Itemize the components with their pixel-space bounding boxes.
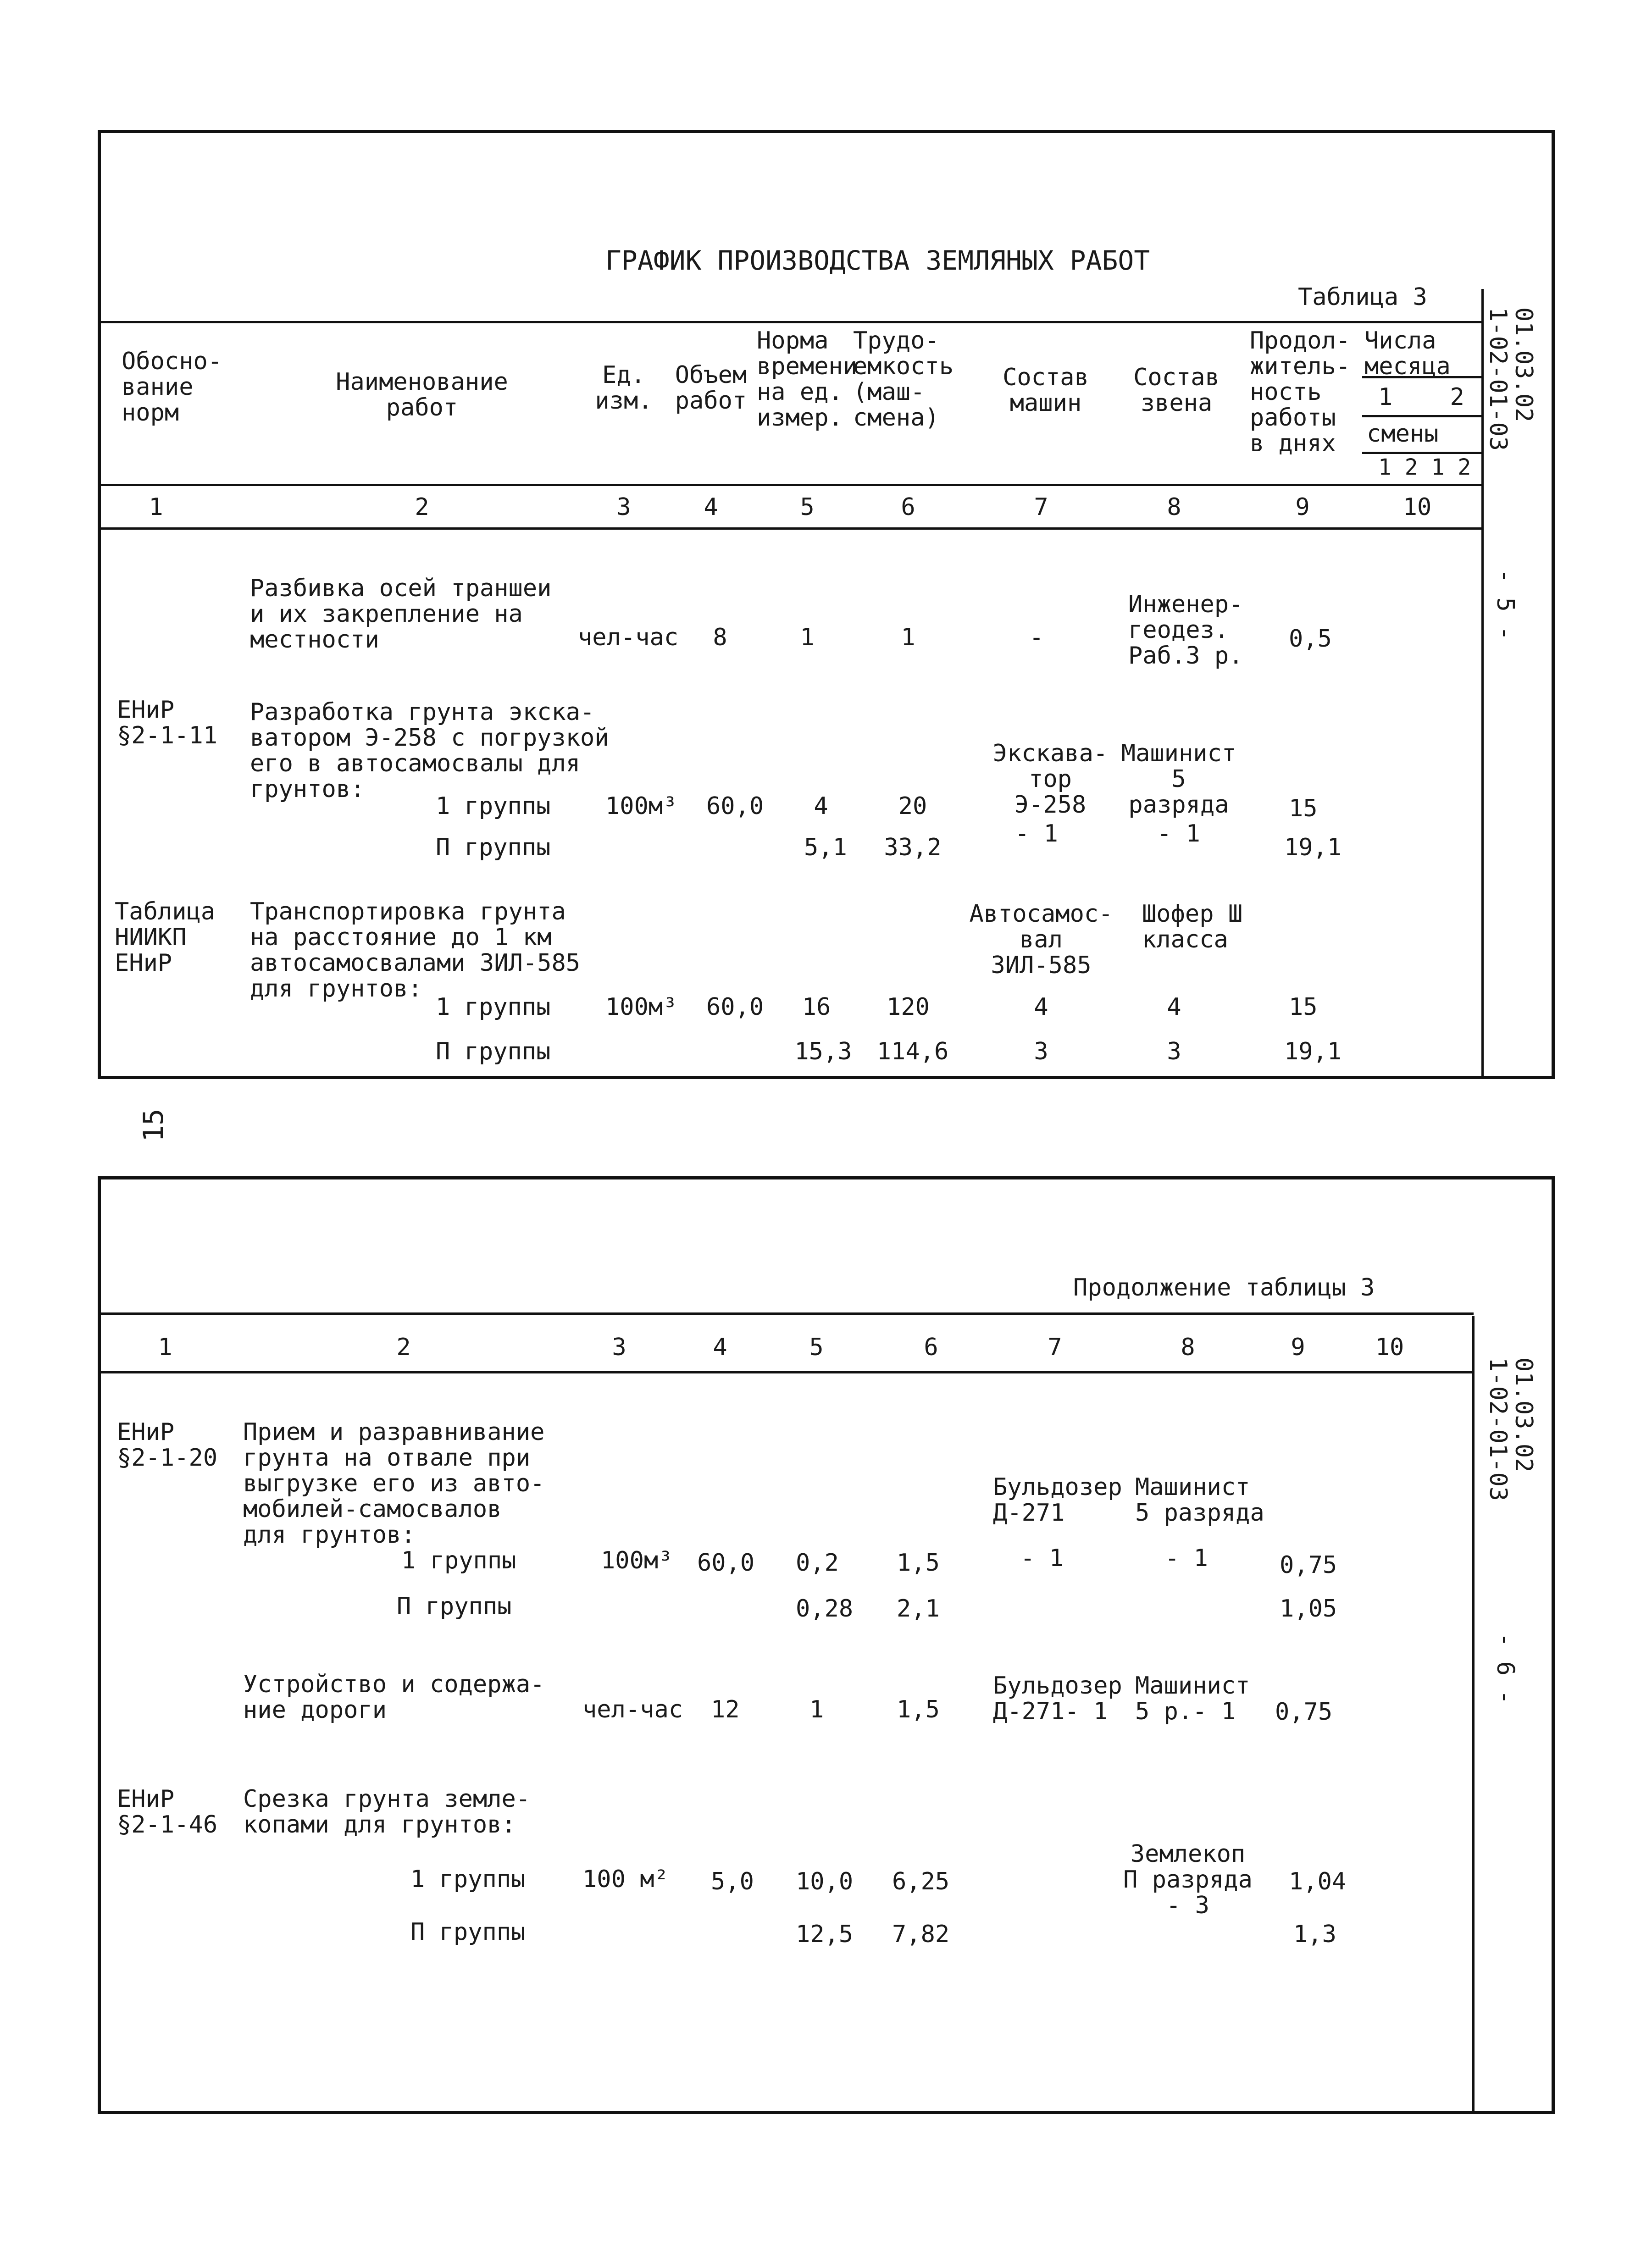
table2-row3-name: Срезка грунта земле- копами для грунтов: — [243, 1785, 531, 1838]
table2-row2-machines: Бульдозер Д-271- 1 — [993, 1672, 1122, 1725]
table1-row2-sub2-crew: - 1 — [1157, 820, 1200, 847]
table1-row3-basis: Таблица НИИКП ЕНиР — [115, 898, 216, 977]
table1-header-duration: Продол- житель- ность работы в днях — [1250, 327, 1351, 457]
table1-row3-sub2-norm: 15,3 — [794, 1038, 852, 1065]
table2-header-top-line — [98, 1312, 1474, 1315]
table2-row3-sub2-norm: 12,5 — [796, 1921, 854, 1948]
table1-colnum-6: 6 — [901, 493, 915, 521]
table2-row3-sub1-unit: 100 м² — [582, 1866, 669, 1893]
table1-row2-sub2-machines: - 1 — [1015, 820, 1058, 847]
table1-title: ГРАФИК ПРОИЗВОДСТВА ЗЕМЛЯНЫХ РАБОТ — [605, 245, 1150, 276]
table1-row2-sub1-norm: 4 — [814, 792, 828, 820]
table1-row3-sub1-norm: 16 — [802, 993, 831, 1021]
table1-header-shift-numbers: 1 2 1 2 — [1378, 454, 1471, 480]
table2-row1-sub2-duration: 1,05 — [1280, 1595, 1337, 1622]
table1-row3-sub2-duration: 19,1 — [1284, 1038, 1342, 1065]
table1-row3-sub1-volume: 60,0 — [706, 993, 764, 1021]
table2-colnum-1: 1 — [158, 1334, 172, 1361]
table2-colnum-9: 9 — [1291, 1334, 1305, 1361]
table1-colnum-2: 2 — [415, 493, 429, 521]
table1-row2-sub2-labor: 33,2 — [884, 834, 942, 861]
table1-colnum-7: 7 — [1034, 493, 1048, 521]
table2-row1-name: Прием и разравнивание грунта на отвале при выгрузке его из авто- мобилей-самосвалов для грунтов: — [243, 1418, 545, 1549]
table2-colnum-4: 4 — [713, 1334, 727, 1361]
table2-row1-sub1-volume: 60,0 — [697, 1549, 755, 1577]
table1-colnum-8: 8 — [1167, 493, 1181, 521]
table1-colnum-9: 9 — [1295, 493, 1310, 521]
table1-row2-basis: ЕНиР §2-1-11 — [117, 696, 218, 749]
table2-row2-norm: 1 — [809, 1696, 824, 1723]
table2-colnum-3: 3 — [612, 1334, 626, 1361]
table2-row1-sub1-norm: 0,2 — [796, 1549, 839, 1577]
table1-row3-sub1-labor: 120 — [887, 993, 930, 1021]
table2-row3-sub1-group: 1 группы — [410, 1866, 526, 1893]
table1-row3-sub2-labor: 114,6 — [876, 1038, 949, 1065]
table1-row2-crew: Машинист 5 разряда — [1121, 740, 1236, 819]
table2-row2-volume: 12 — [711, 1696, 740, 1723]
table1-header-days-of-month: Числа месяца — [1364, 327, 1451, 380]
table2-row3-sub1-volume: 5,0 — [711, 1868, 754, 1895]
table1-row2-sub1-labor: 20 — [898, 792, 927, 820]
table2-row1-sub2-norm: 0,28 — [796, 1595, 854, 1622]
table1-header-crew: Состав звена — [1133, 364, 1220, 417]
table2-row2-unit: чел-час — [582, 1696, 683, 1723]
table1-row2-sub1-duration: 15 — [1289, 795, 1318, 822]
table1-header-labor: Трудо- емкость (маш- смена) — [853, 327, 954, 432]
table1-row3-sub1-group: 1 группы — [436, 993, 551, 1021]
table1-row1-unit: чел-час — [578, 624, 679, 651]
table2-side-page: - 6 - — [1491, 1633, 1519, 1705]
table1-row1-norm: 1 — [800, 624, 815, 651]
table2-row1-sub1-group: 1 группы — [401, 1547, 516, 1574]
table2-row1-basis: ЕНиР §2-1-20 — [117, 1418, 218, 1472]
table2-row3-sub1-norm: 10,0 — [796, 1868, 854, 1895]
table2-row1-crew: Машинист 5 разряда — [1135, 1473, 1264, 1527]
table2-row1-sub1-unit: 100м³ — [601, 1547, 673, 1574]
table1-row1-crew: Инженер- геодез. Раб.3 р. — [1128, 591, 1243, 670]
table2-row1-sub1-machines: - 1 — [1020, 1545, 1064, 1572]
table1-colnum-5: 5 — [800, 493, 815, 521]
table1-header-machines: Состав машин — [1003, 364, 1089, 417]
table2-row1-sub1-labor: 1,5 — [897, 1549, 940, 1577]
table1-shifts-line — [1362, 415, 1483, 417]
table1-row1-name: Разбивка осей траншеи и их закрепление на местности — [250, 575, 552, 653]
table1-row3-sub1-duration: 15 — [1289, 993, 1318, 1021]
table1-right-border-line — [1481, 289, 1484, 1079]
table2-row3-basis: ЕНиР §2-1-46 — [117, 1785, 218, 1838]
table1-row1-machines: - — [1029, 624, 1044, 651]
table1-row2-sub2-duration: 19,1 — [1284, 834, 1342, 861]
table1-header-basis: Обосно- вание норм — [122, 348, 222, 426]
table2-row1-sub1-crew: - 1 — [1165, 1545, 1208, 1572]
table2-row3-sub2-duration: 1,3 — [1293, 1921, 1336, 1948]
table1-row2-machines: Экскава- тор Э-258 — [992, 740, 1108, 819]
table1-side-page: - 5 - — [1491, 569, 1519, 641]
table2-row3-sub1-duration: 1,04 — [1289, 1868, 1347, 1895]
table1-row2-sub2-group: П группы — [436, 834, 551, 861]
table1-row2-sub2-norm: 5,1 — [804, 834, 847, 861]
table2-colnum-10: 10 — [1375, 1334, 1404, 1361]
table1-row3-crew: Шофер Ш класса — [1142, 900, 1243, 953]
table1-label: Таблица 3 — [1298, 283, 1427, 311]
table1-row3-sub2-group: П группы — [436, 1038, 551, 1065]
table1-row2-sub1-group: 1 группы — [436, 792, 551, 820]
table1-row3-sub1-crew: 4 — [1167, 993, 1181, 1021]
table1-row3-sub1-unit: 100м³ — [605, 993, 677, 1021]
table2-row3-sub2-group: П группы — [410, 1918, 526, 1946]
table2-frame — [98, 1176, 1555, 2114]
table2-side-code: 01.03.02 1-02-01-03 — [1484, 1357, 1537, 1501]
table2-row1-sub2-group: П группы — [397, 1593, 512, 1620]
table1-row3-sub1-machines: 4 — [1034, 993, 1048, 1021]
table1-shifts-line-2 — [1362, 452, 1483, 454]
table2-row3-sub2-labor: 7,82 — [892, 1921, 950, 1948]
table2-row2-labor: 1,5 — [897, 1696, 940, 1723]
table1-side-code: 01.03.02 1-02-01-03 — [1484, 307, 1537, 451]
page-number: 15 — [138, 1108, 170, 1142]
table2-right-border-line — [1472, 1316, 1475, 2114]
table1-colnum-1: 1 — [149, 493, 163, 521]
table1-row2-name: Разработка грунта экска- ватором Э-258 с погрузкой его в автосамосвалы для грунтов: — [250, 698, 609, 803]
table2-row2-name: Устройство и содержа- ние дороги — [243, 1671, 545, 1724]
table1-colnum-10: 10 — [1403, 493, 1432, 521]
table2-row2-crew: Машинист 5 р.- 1 — [1135, 1672, 1250, 1725]
table1-colnum-3: 3 — [616, 493, 631, 521]
table1-row3-name: Транспортировка грунта на расстояние до 1 км автосамосвалами ЗИЛ-585 для грунтов: — [250, 898, 581, 1002]
table1-header-days: 1 2 — [1378, 383, 1464, 411]
table2-colnum-7: 7 — [1048, 1334, 1062, 1361]
table1-row1-duration: 0,5 — [1289, 625, 1332, 653]
table2-colnum-8: 8 — [1181, 1334, 1195, 1361]
table1-row2-sub1-volume: 60,0 — [706, 792, 764, 820]
table2-colnum-2: 2 — [396, 1334, 411, 1361]
table1-header-bottom-line — [98, 484, 1483, 486]
table1-colnum-line — [98, 527, 1483, 530]
table1-row3-sub2-machines: 3 — [1034, 1038, 1048, 1065]
table2-row1-sub1-duration: 0,75 — [1280, 1551, 1337, 1579]
table1-colnum-4: 4 — [704, 493, 718, 521]
table1-header-volume: Объем работ — [675, 361, 747, 415]
table2-colnum-6: 6 — [924, 1334, 938, 1361]
table2-row2-duration: 0,75 — [1275, 1698, 1333, 1726]
table1-header-norm: Норма времени на ед. измер. — [757, 327, 858, 432]
table1-header-unit: Ед. изм. — [595, 361, 653, 415]
table1-row3-sub2-crew: 3 — [1167, 1038, 1181, 1065]
table1-header-name: Наименование работ — [336, 368, 508, 421]
table1-header-top-line — [98, 321, 1483, 323]
table2-continuation-label: Продолжение таблицы 3 — [1073, 1274, 1375, 1301]
table1-row1-volume: 8 — [713, 624, 727, 651]
table1-row2-sub1-unit: 100м³ — [605, 792, 677, 820]
table2-colnum-line — [98, 1371, 1474, 1373]
table1-row1-labor: 1 — [901, 624, 915, 651]
table1-row3-machines: Автосамос- вал ЗИЛ-585 — [969, 900, 1113, 979]
table1-header-shifts: смены — [1367, 420, 1439, 448]
table2-row1-machines: Бульдозер Д-271 — [993, 1473, 1122, 1527]
table2-colnum-5: 5 — [809, 1334, 824, 1361]
table2-row3-crew: Землекоп П разряда - 3 — [1123, 1840, 1253, 1919]
table2-row1-sub2-labor: 2,1 — [897, 1595, 940, 1622]
table2-row3-sub1-labor: 6,25 — [892, 1868, 950, 1895]
